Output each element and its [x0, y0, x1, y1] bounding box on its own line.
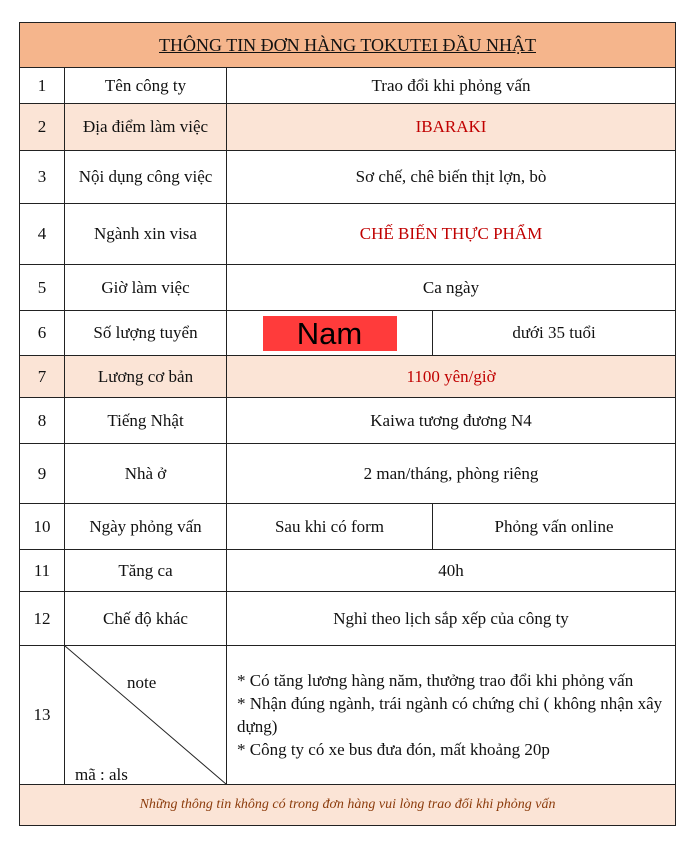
row-number: 2: [20, 104, 65, 151]
table-row: [20, 504, 676, 550]
row-label: Ngành xin visa: [65, 204, 227, 265]
row-label: Địa điểm làm việc: [65, 104, 227, 151]
row-number: 13: [20, 646, 65, 785]
row-number: 12: [20, 592, 65, 646]
row-value: IBARAKI: [227, 104, 676, 151]
row-number: 10: [20, 504, 65, 550]
table-row: [20, 151, 676, 204]
table-row: [20, 104, 676, 151]
row-number: 11: [20, 550, 65, 592]
table-row: [20, 204, 676, 265]
order-info-table: [19, 22, 676, 826]
row-label: Chế độ khác: [65, 592, 227, 646]
row-number: 3: [20, 151, 65, 204]
note-item: * Nhận đúng ngành, trái ngành có chứng chỉ ( không nhận xây dựng): [237, 694, 663, 736]
row-value: 40h: [227, 550, 676, 592]
table-row: [20, 356, 676, 398]
row-number: 4: [20, 204, 65, 265]
gender-badge: Nam: [263, 316, 397, 351]
row-label: Ngày phỏng vấn: [65, 504, 227, 550]
row-label: Tiếng Nhật: [65, 398, 227, 444]
note-item: * Có tăng lương hàng năm, thưởng trao đổi khi phỏng vấn: [237, 671, 634, 690]
row-number: 1: [20, 68, 65, 104]
row-number: 6: [20, 311, 65, 356]
table-row: [20, 592, 676, 646]
table-row: [20, 68, 676, 104]
row-value: Nghỉ theo lịch sắp xếp của công ty: [227, 592, 676, 646]
row-value: Kaiwa tương đương N4: [227, 398, 676, 444]
row-value: Ca ngày: [227, 265, 676, 311]
row-label: Nhà ở: [65, 444, 227, 504]
table-row: [20, 444, 676, 504]
row-value: [227, 311, 433, 356]
note-label: note: [127, 673, 157, 692]
row-label: Nội dụng công việc: [65, 151, 227, 204]
row-value-2: Phỏng vấn online: [433, 504, 676, 550]
row-value: Sau khi có form: [227, 504, 433, 550]
row-value: Trao đổi khi phỏng vấn: [227, 68, 676, 104]
table-row: [20, 311, 676, 356]
notes-list: [227, 646, 676, 785]
table-title: THÔNG TIN ĐƠN HÀNG TOKUTEI ĐẦU NHẬT: [20, 23, 676, 68]
table-row: [20, 265, 676, 311]
table-row: [20, 550, 676, 592]
row-label: Lương cơ bản: [65, 356, 227, 398]
note-item: * Công ty có xe bus đưa đón, mất khoảng 20p: [237, 740, 550, 759]
row-number: 5: [20, 265, 65, 311]
row-label: Số lượng tuyển: [65, 311, 227, 356]
row-value: CHẾ BIẾN THỰC PHẨM: [227, 204, 676, 265]
footer-note: Những thông tin không có trong đơn hàng vui lòng trao đổi khi phỏng vấn: [20, 785, 676, 826]
row-value-2: dưới 35 tuổi: [433, 311, 676, 356]
note-code-cell: [65, 646, 227, 785]
code-label: mã : als: [75, 765, 128, 784]
row-value: Sơ chế, chê biến thịt lợn, bò: [227, 151, 676, 204]
row-number: 9: [20, 444, 65, 504]
row-label: Tăng ca: [65, 550, 227, 592]
table-row-notes: [20, 646, 676, 785]
row-number: 7: [20, 356, 65, 398]
row-label: Tên công ty: [65, 68, 227, 104]
table-row: [20, 398, 676, 444]
row-label: Giờ làm việc: [65, 265, 227, 311]
row-value: 2 man/tháng, phòng riêng: [227, 444, 676, 504]
row-value: 1100 yên/giờ: [227, 356, 676, 398]
row-number: 8: [20, 398, 65, 444]
